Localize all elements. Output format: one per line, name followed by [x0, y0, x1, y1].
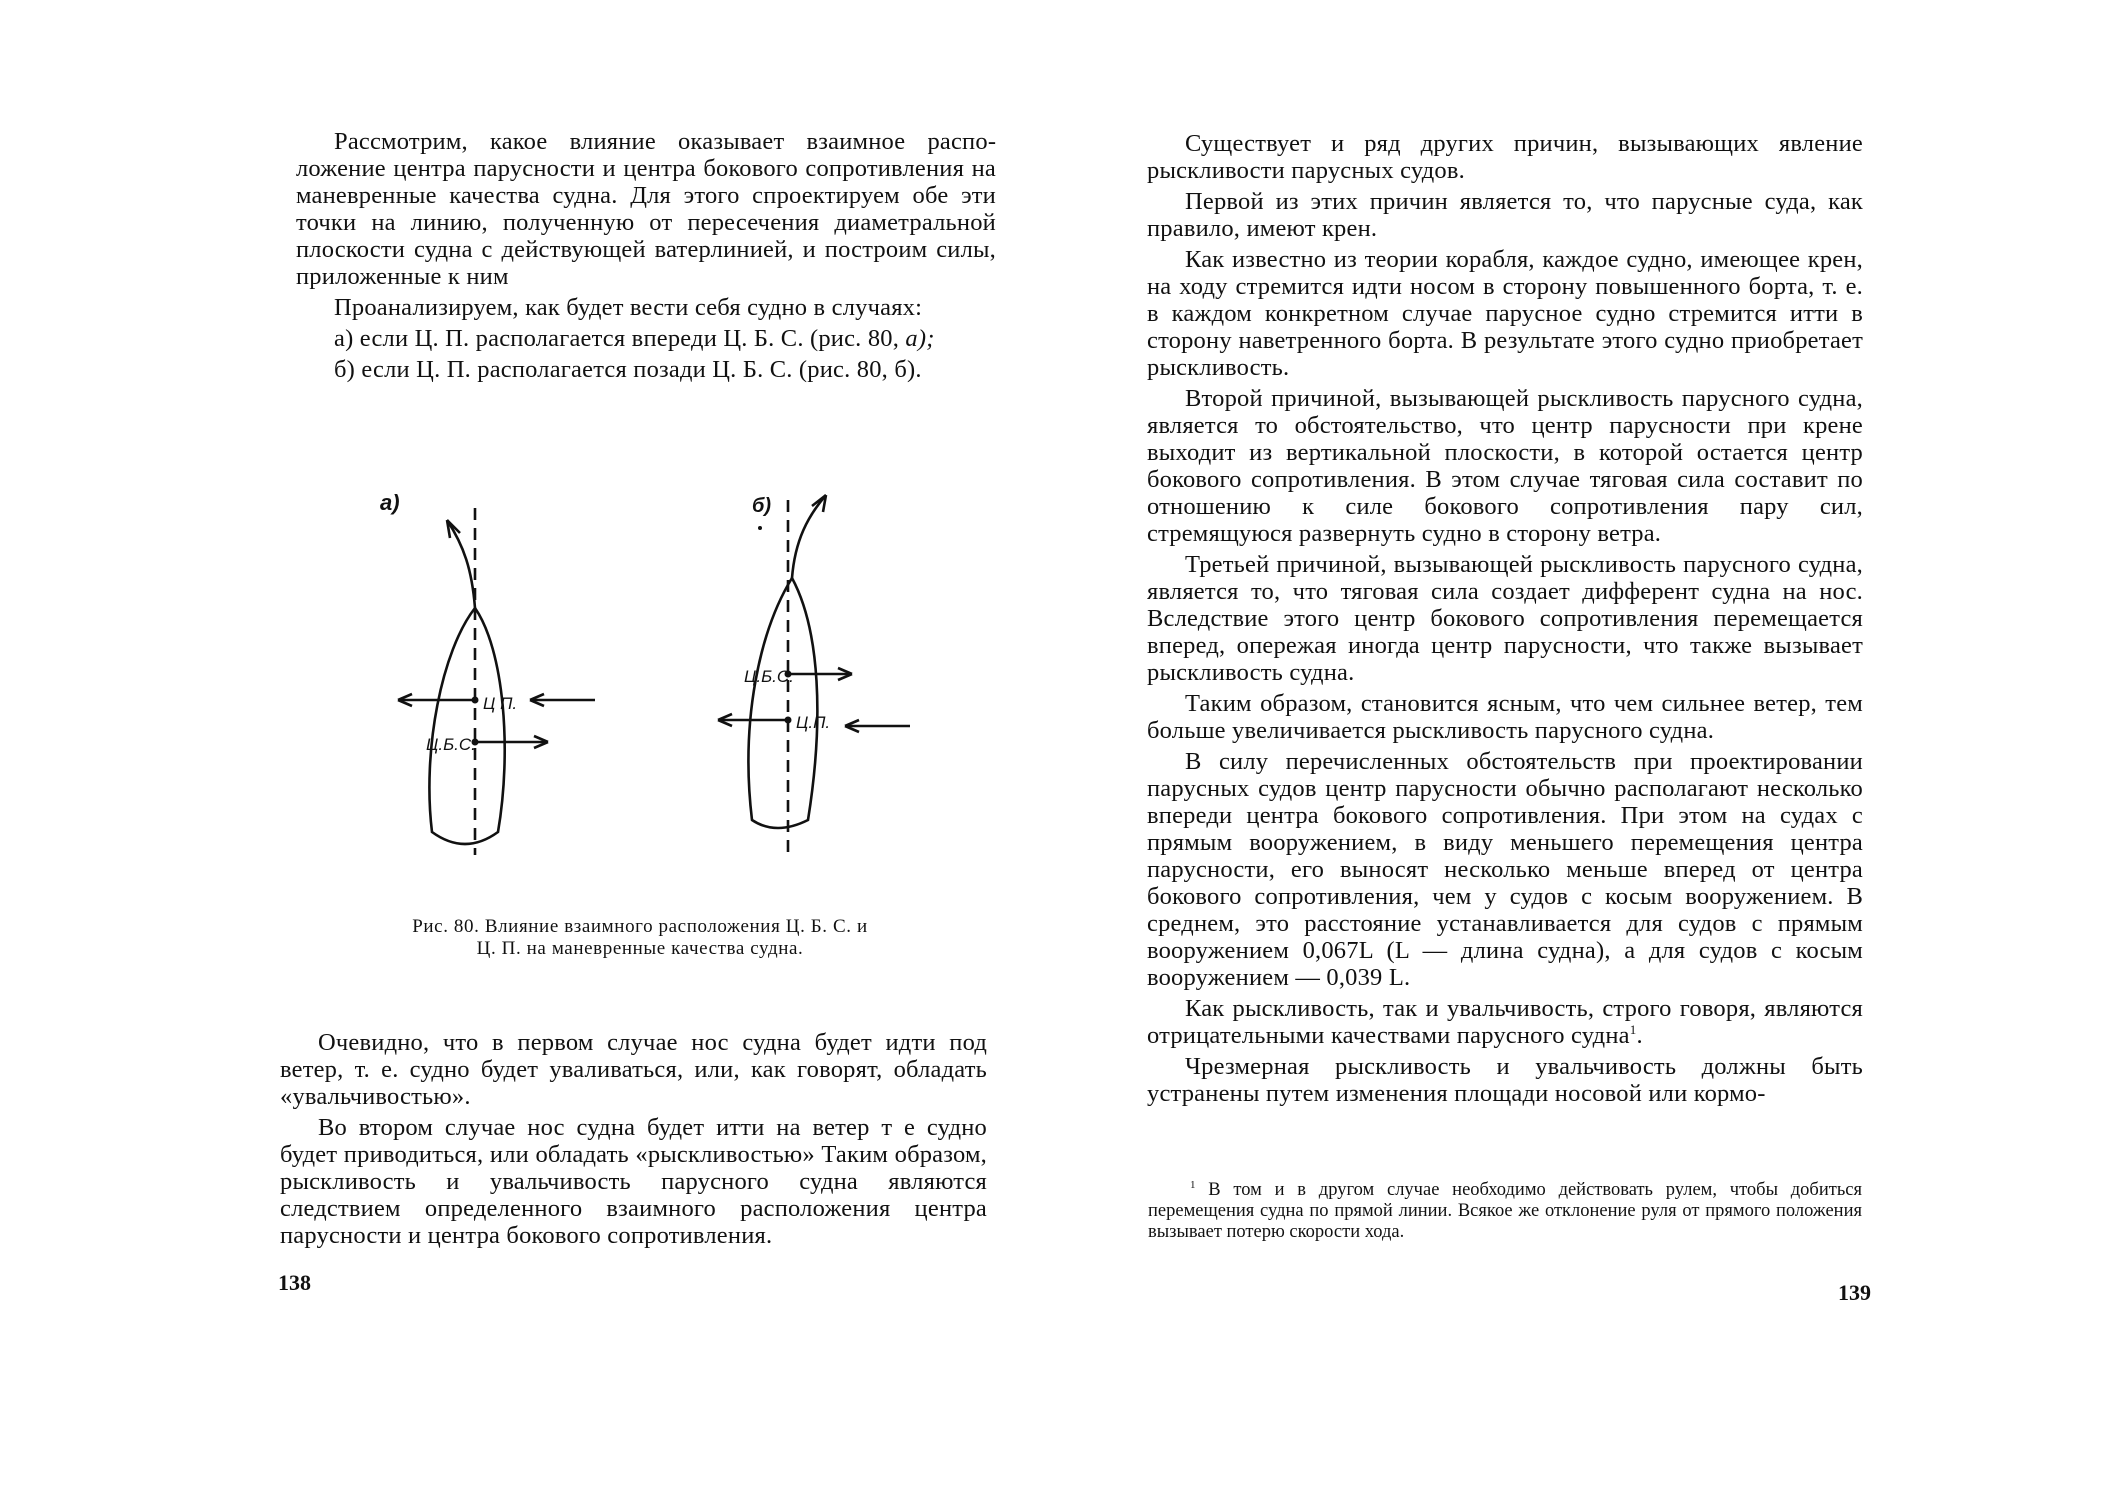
footnote-ref: 1 [1629, 1021, 1637, 1037]
paragraph: Второй причиной, вызывающей рыскливость парусного судна, является то обстоятельство, что центр парусности при крене выходит из вертикальной плоскости, в которой остается центр бокового сопротивления. В этом случае тяговая сила составит по отношению к силе бокового сопротивления пару сил, стремящуюся развернуть судно в сторону ветра. [1147, 385, 1863, 547]
paragraph-with-footnote [1147, 995, 1863, 1049]
cp-point-a [472, 697, 479, 704]
footnote [1148, 1180, 1862, 1243]
left-page-bottom-text [280, 1029, 987, 1253]
figure-label-b: б) [752, 495, 772, 517]
case-b: б) если Ц. П. располагается позади Ц. Б. С. (рис. 80, б). [334, 356, 922, 383]
footnote-mark: 1 [1190, 1178, 1196, 1191]
cp-point-b [785, 717, 792, 724]
paragraph: В силу перечисленных обстоятельств при проектировании парусных судов центр парусности обычно располагают несколько впереди центра бокового сопротивления. При этом на судах с прямым вооружением, в виду меньшего перемещения центра парусности, его выносят несколько меньше вперед от центра бокового сопротивления, чем у судов с косым вооружением. В среднем, это расстояние устанавливается для судов с прямым вооружением 0,067L (L — длина судна), а для судов с косым вооружением — 0,039 L. [1147, 748, 1863, 991]
case-a-ref: а); [905, 325, 935, 352]
case-a [296, 325, 996, 352]
paragraph: Рассмотрим, какое влияние оказывает взаимное расположение центра парусности и центра бокового сопротивления на маневренные качества судна. Для этого спроектируем обе эти точки на линию, полученную от пересечения диаметральной плоскости судна с действующей ватерлинией, и построим силы, приложенные к ним [296, 128, 996, 290]
clr-label-b: Ц.Б.С. [744, 667, 794, 686]
hull-a [429, 608, 504, 844]
paragraph: Чрезмерная рыскливость и увальчивость должны быть устранены путем изменения площади носовой или кормо- [1147, 1053, 1863, 1107]
hull-b [748, 578, 817, 828]
case-a-text: а) если Ц. П. располагается впереди Ц. Б. С. (рис. 80, [334, 325, 906, 352]
dot-mark [758, 526, 762, 530]
paragraph: Во втором случае нос судна будет итти на ветер т е судно будет приводиться, или обладать «рыскливостью» Таким образом, рыскливость и увальчивость парусного судна являются следствием определенного взаимного расположения центра парусности и центра бокового сопротивления. [280, 1114, 987, 1249]
figure-caption: Рис. 80. Влияние взаимного расположения Ц. Б. С. и Ц. П. на маневренные качества судна. [412, 916, 868, 959]
figure-label-a: а) [380, 490, 400, 515]
cp-label-b: Ц.П. [796, 713, 831, 732]
paragraph: Проанализируем, как будет вести себя судно в случаях: [334, 294, 923, 321]
heading-arrow-b [792, 495, 826, 578]
paragraph: Третьей причиной, вызывающей рыскливость парусного судна, является то, что тяговая сила создает дифферент судна на нос. Вследствие этого центр бокового сопротивления перемещается вперед, опережая иногда центр парусности, что также вызывает рыскливость судна. [1147, 551, 1863, 686]
hull-diagram [380, 480, 940, 880]
cp-label-a: Ц П. [483, 694, 518, 713]
page-number-left: 138 [278, 1270, 311, 1295]
paragraph: Таким образом, становится ясным, что чем сильнее ветер, тем больше увеличивается рыскливость парусного судна. [1147, 690, 1863, 744]
paragraph-end: . [1636, 1022, 1643, 1049]
paragraph: Существует и ряд других причин, вызывающих явление рыскливости парусных судов. [1147, 130, 1863, 184]
paragraph: Как известно из теории корабля, каждое судно, имеющее крен, на ходу стремится идти носом в сторону повышенного борта, т. е. в каждом конкретном случае парусное судно стремится итти в сторону наветренного борта. В результате этого судно приобретает рыскливость. [1147, 246, 1863, 381]
figure-80 [380, 480, 940, 880]
paragraph-text: Как рыскливость, так и увальчивость, строго говоря, являются отрицательными качествами парусного судна [1147, 995, 1863, 1049]
heading-arrow-a [447, 520, 475, 608]
right-page-text [1147, 130, 1863, 1111]
left-page-text [296, 128, 996, 387]
paragraph: Очевидно, что в первом случае нос судна будет идти под ветер, т. е. судно будет уваливаться, или, как говорят, обладать «увальчивостью». [280, 1029, 987, 1110]
footnote-text: В том и в другом случае необходимо действовать рулем, чтобы добиться перемещения судна по прямой линии. Всякое же отклонение руля от прямого положения вызывает потерю скорости хода. [1148, 1180, 1862, 1242]
paragraph: Первой из этих причин является то, что парусные суда, как правило, имеют крен. [1147, 188, 1863, 242]
page-number-right: 139 [1838, 1280, 1871, 1305]
clr-label-a: Ц.Б.С. [426, 735, 476, 754]
